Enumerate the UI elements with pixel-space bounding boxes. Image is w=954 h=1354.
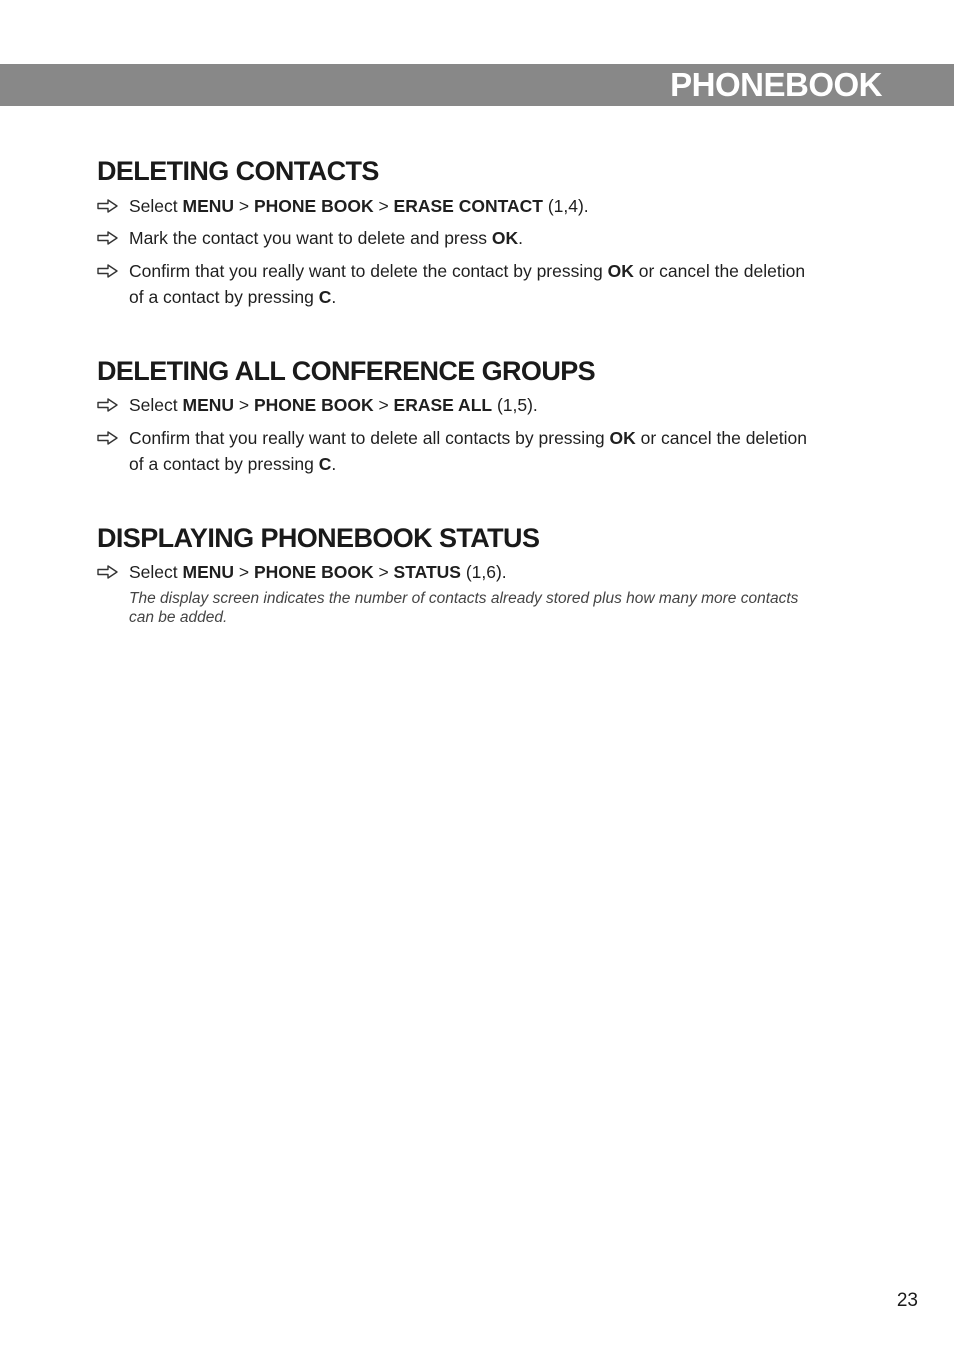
note-text: The display screen indicates the number of contacts already stored plus how many more contacts can be added.: [129, 590, 799, 626]
arrow-right-icon: [97, 431, 119, 445]
section-heading: DISPLAYING PHONEBOOK STATUS: [97, 523, 540, 553]
page-number: 23: [896, 1290, 918, 1311]
header-bar: [0, 64, 954, 106]
section-displaying-phonebook-status: [97, 522, 817, 627]
section-heading: DELETING CONTACTS: [97, 156, 379, 186]
section-heading: DELETING ALL CONFERENCE GROUPS: [97, 356, 596, 386]
arrow-right-icon: [97, 199, 119, 213]
step-item: Mark the contact you want to delete and press OK.: [97, 225, 817, 251]
arrow-right-icon: [97, 398, 119, 412]
arrow-right-icon: [97, 264, 119, 278]
step-item: Select MENU > PHONE BOOK > ERASE ALL (1,5).: [97, 392, 817, 418]
arrow-right-icon: [97, 565, 119, 579]
section-deleting-contacts: [97, 155, 817, 310]
step-item: Confirm that you really want to delete all contacts by pressing OK or cancel the deletion of a contact by pressing C.: [97, 425, 817, 477]
arrow-right-icon: [97, 231, 119, 245]
page-title: PHONEBOOK: [670, 66, 882, 103]
step-item: Select MENU > PHONE BOOK > ERASE CONTACT (1,4).: [97, 193, 817, 219]
step-item: Confirm that you really want to delete the contact by pressing OK or cancel the deletion of a contact by pressing C.: [97, 258, 817, 310]
step-item: Select MENU > PHONE BOOK > STATUS (1,6).: [97, 559, 817, 585]
section-deleting-all-conference-groups: [97, 355, 817, 477]
